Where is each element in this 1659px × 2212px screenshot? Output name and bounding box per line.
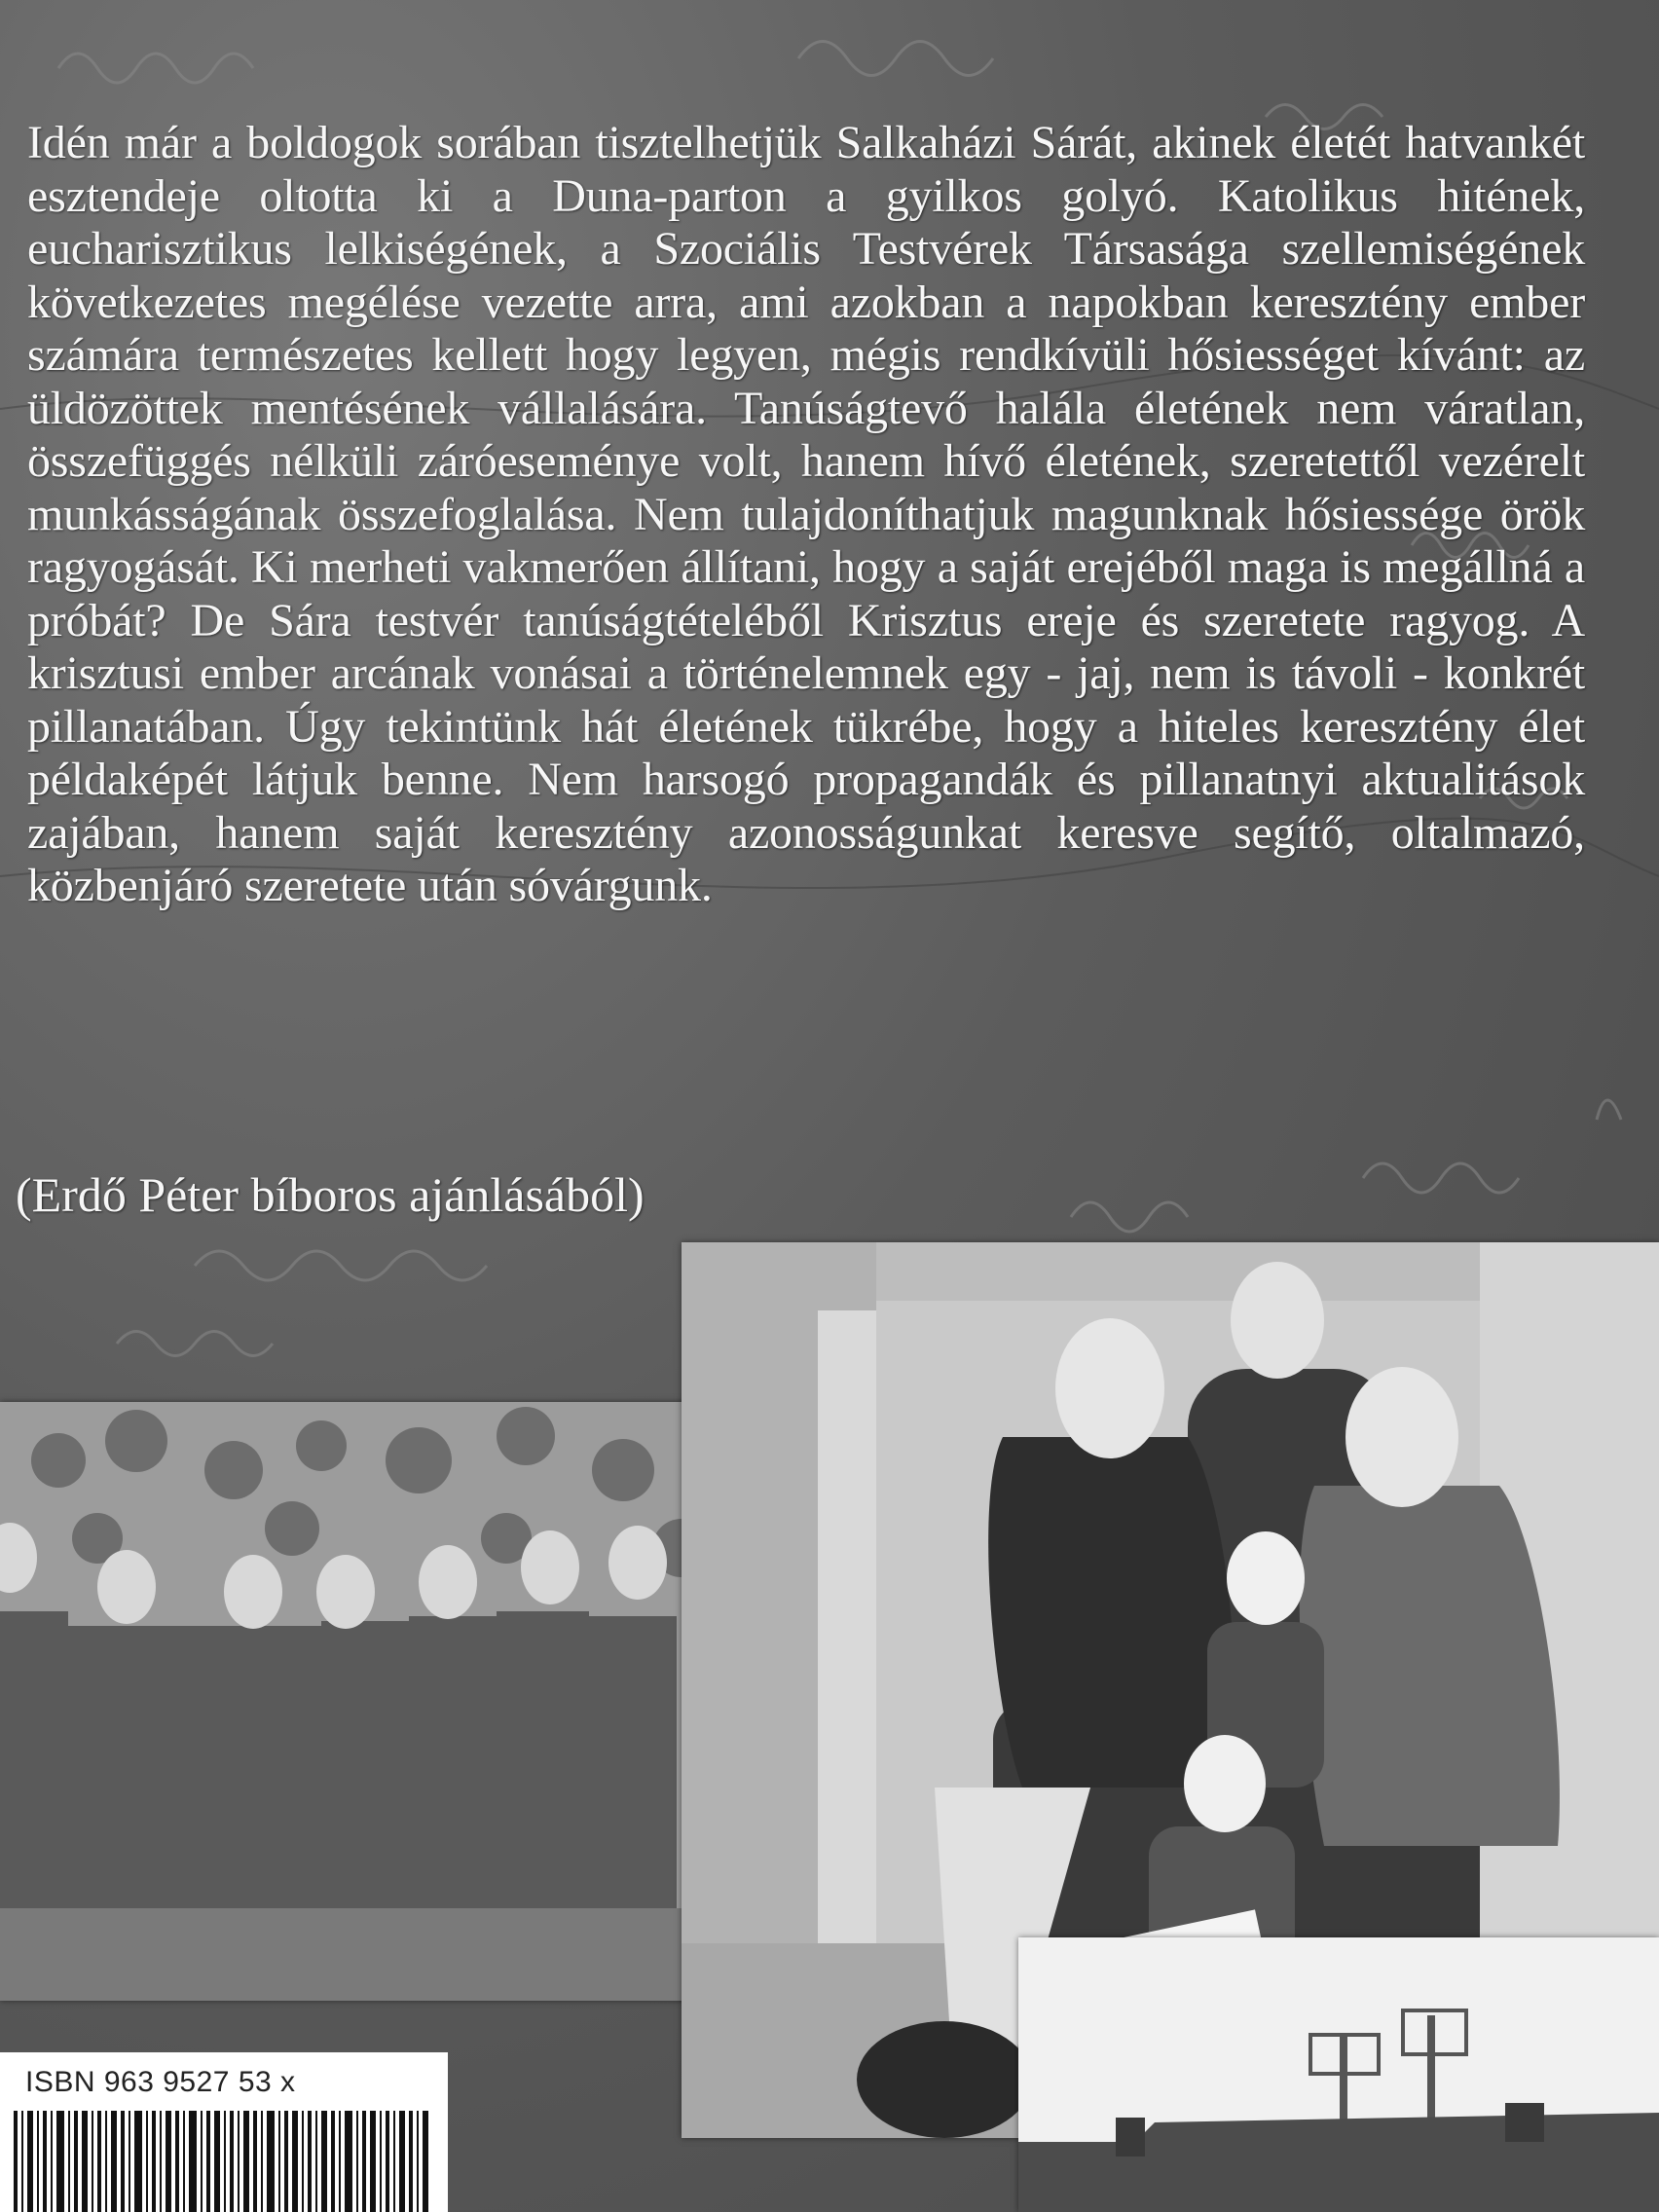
barcode-icon bbox=[14, 2111, 432, 2212]
back-cover-blurb: Idén már a boldogok sorában tisztelhetjük Salkaházi Sárát, akinek életét hatvankét esztendeje oltotta ki a Duna-parton a gyilkos golyó. Katolikus hitének, eucharisztikus lelkiségének, a Szociális Testvérek Társasága szellemiségének következetes megélése vezette arra, ami azokban a napokban keresztény ember számára természetes kellett hogy legyen, mégis rendkívüli hősiességet kívánt: az üldözöttek mentésének vállalására. Tanúságtevő halála életének nem váratlan, összefüggés nélküli záróeseménye volt, hanem hívő életének, szeretettől vezérelt munkásságának összefoglalása. Nem tulajdoníthatjuk magunknak hősiessége örök ragyogását. Ki merheti vakmerően állítani, hogy a saját erejéből maga is megállná a próbát? De Sára testvér tanúságtételéből Krisztus ereje és szeretete ragyog. A krisztusi ember arcának vonásai a történelemnek egy - jaj, nem is távoli - konkrét pillanatában. Úgy tekintünk hát életének tükrébe, hogy a hiteles keresztény élet példaképét látjuk benne. Nem harsogó propagandák és pillanatnyi aktualitások zajában, hanem saját keresztény azonosságunkat keresve segítő, oltalmazó, közbenjáró szeretete után sóvárgunk. bbox=[27, 117, 1585, 911]
isbn-barcode-box bbox=[0, 2052, 448, 2212]
nuns-group-photo bbox=[0, 1402, 779, 2001]
isbn-label: ISBN 963 9527 53 x bbox=[25, 2066, 296, 2098]
building-photo bbox=[1018, 1937, 1659, 2212]
blurb-attribution: (Erdő Péter bíboros ajánlásából) bbox=[16, 1167, 645, 1222]
